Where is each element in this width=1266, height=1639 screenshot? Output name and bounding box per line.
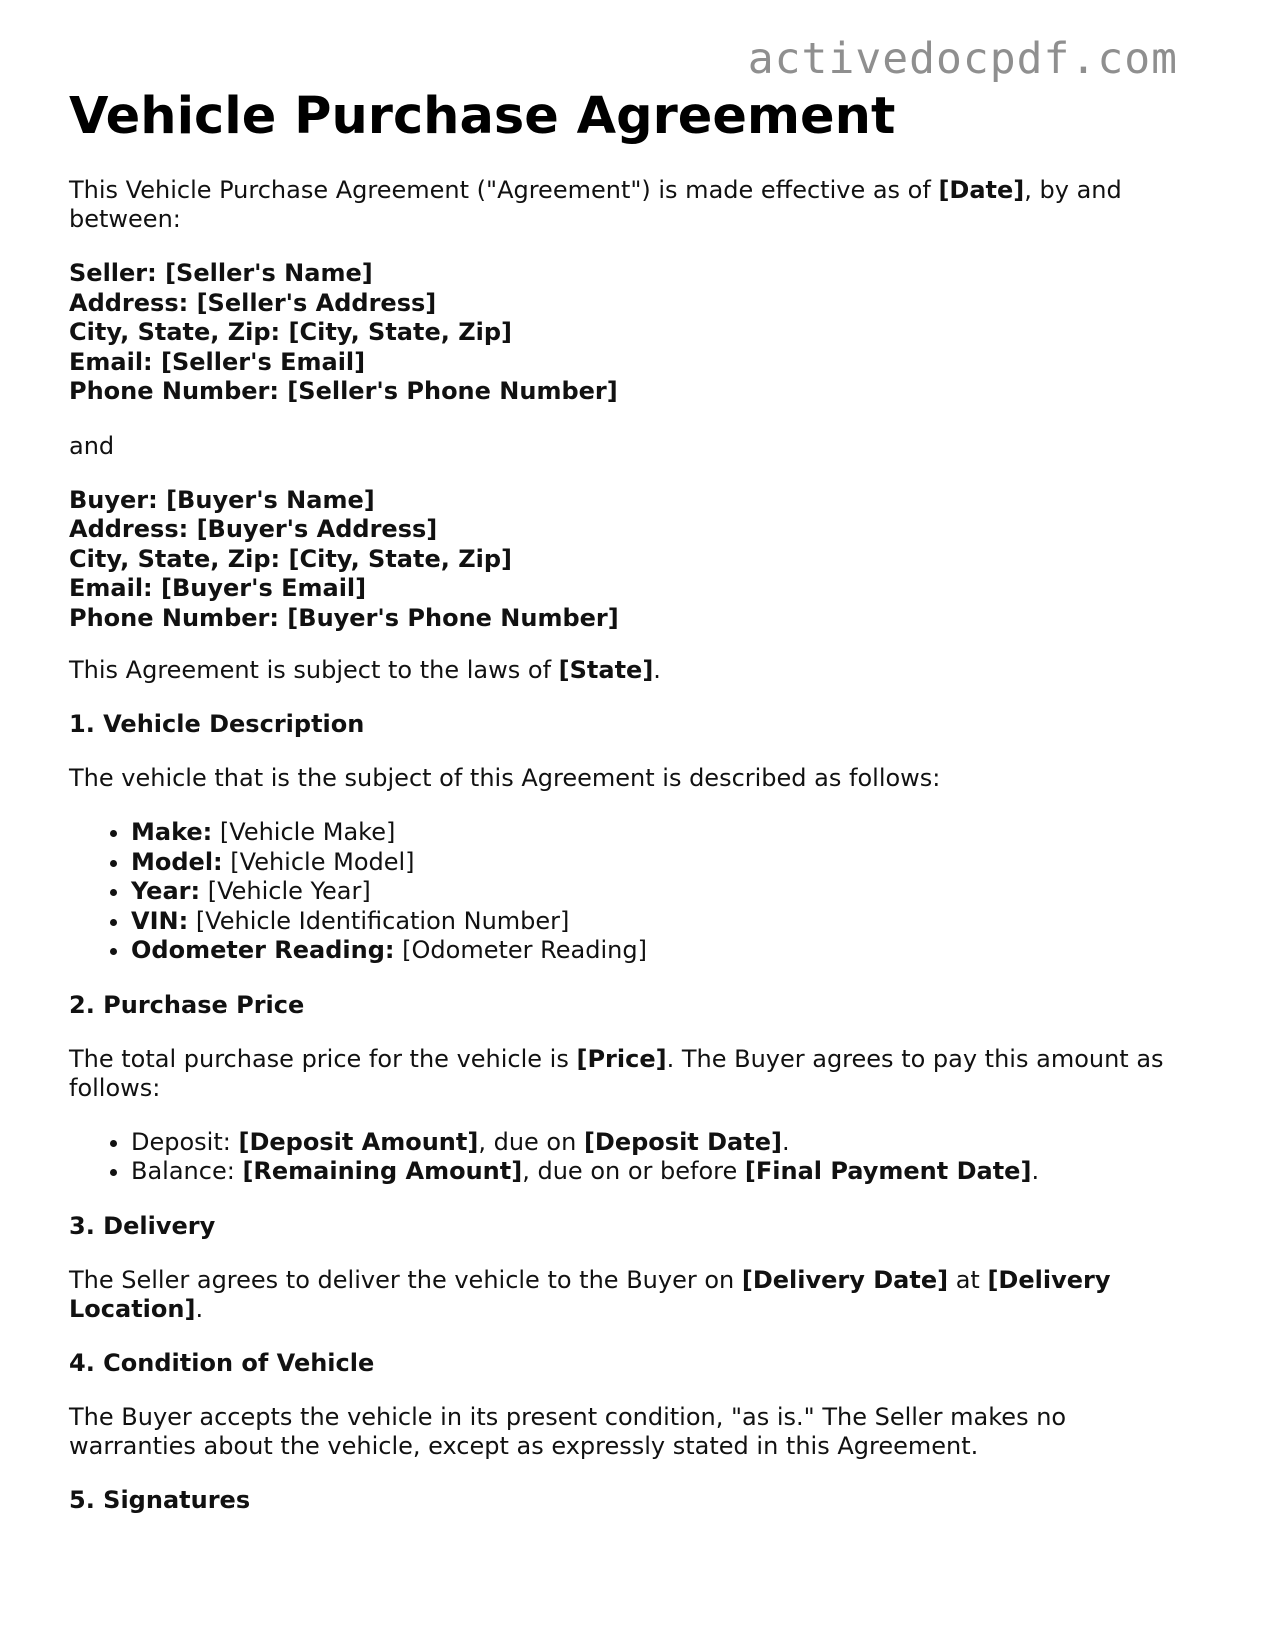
intro-text-start: This Vehicle Purchase Agreement ("Agreement") is made effective as of	[69, 176, 939, 204]
price-text-end: . The Buyer agrees to pay this amount as follows:	[69, 1044, 1164, 1102]
buyer-email: Email: [Buyer's Email]	[69, 574, 367, 602]
vehicle-model-label: Model:	[131, 847, 223, 876]
list-item	[131, 907, 1199, 937]
vehicle-make-label: Make:	[131, 818, 213, 846]
vehicle-odometer-value: [Odometer Reading]	[394, 936, 647, 964]
delivery-mid-text: at	[948, 1265, 988, 1294]
and-separator: and	[69, 431, 115, 460]
remaining-amount-placeholder: [Remaining Amount]	[242, 1157, 523, 1185]
section-heading-vehicle: 1. Vehicle Description	[69, 710, 365, 738]
vehicle-details-list	[69, 818, 1199, 966]
balance-mid-text: , due on or before	[522, 1157, 745, 1185]
vehicle-vin-value: [Vehicle Identification Number]	[188, 906, 570, 935]
vehicle-vin-label: VIN:	[131, 906, 189, 935]
balance-end: .	[1031, 1157, 1040, 1185]
seller-email: Email: [Seller's Email]	[69, 347, 366, 376]
list-item	[131, 1128, 1199, 1158]
delivery-text-start: The Seller agrees to deliver the vehicle to the Buyer on	[69, 1265, 742, 1294]
seller-city-state-zip: City, State, Zip: [City, State, Zip]	[69, 318, 512, 346]
delivery-location-placeholder: [Delivery Location]	[69, 1265, 1111, 1323]
delivery-text	[69, 1266, 1199, 1324]
list-item	[131, 818, 1199, 848]
buyer-name: Buyer: [Buyer's Name]	[69, 485, 375, 514]
buyer-phone: Phone Number: [Buyer's Phone Number]	[69, 603, 619, 632]
balance-label: Balance:	[131, 1157, 243, 1185]
price-text-start: The total purchase price for the vehicle is	[69, 1044, 577, 1073]
deposit-end: .	[781, 1127, 790, 1156]
agreement-document	[69, 86, 1199, 1515]
purchase-price-text	[69, 1045, 1199, 1103]
vehicle-make-value: [Vehicle Make]	[212, 818, 396, 846]
deposit-mid-text: , due on	[478, 1127, 584, 1156]
deposit-label: Deposit:	[131, 1127, 239, 1156]
payment-terms-list	[69, 1128, 1199, 1187]
vehicle-odometer-label: Odometer Reading:	[131, 936, 395, 964]
list-item	[131, 877, 1199, 907]
seller-address: Address: [Seller's Address]	[69, 288, 437, 317]
watermark-text: activedocpdf.com	[747, 34, 1178, 84]
buyer-block	[69, 486, 1199, 634]
deposit-amount-placeholder: [Deposit Amount]	[238, 1127, 479, 1156]
vehicle-year-label: Year:	[131, 877, 201, 905]
delivery-date-placeholder: [Delivery Date]	[741, 1265, 949, 1294]
state-placeholder: [State]	[558, 656, 654, 684]
section-heading-price: 2. Purchase Price	[69, 990, 305, 1019]
seller-phone: Phone Number: [Seller's Phone Number]	[69, 377, 618, 405]
intro-text-end: , by and between:	[69, 176, 1122, 233]
list-item	[131, 848, 1199, 878]
condition-text: The Buyer accepts the vehicle in its present condition, "as is." The Seller makes no warranties about the vehicle, except as expressly stated in this Agreement.	[69, 1402, 1067, 1460]
price-placeholder: [Price]	[576, 1044, 667, 1073]
effective-date-placeholder: [Date]	[938, 176, 1025, 204]
intro-paragraph	[69, 176, 1199, 234]
final-payment-date-placeholder: [Final Payment Date]	[744, 1157, 1032, 1185]
deposit-date-placeholder: [Deposit Date]	[583, 1127, 782, 1156]
list-item	[131, 1157, 1199, 1187]
section-heading-signatures: 5. Signatures	[69, 1485, 251, 1514]
delivery-end: .	[195, 1294, 204, 1323]
buyer-city-state-zip: City, State, Zip: [City, State, Zip]	[69, 544, 512, 573]
governing-law-paragraph	[69, 656, 1199, 685]
section-heading-condition: 4. Condition of Vehicle	[69, 1348, 375, 1377]
seller-block	[69, 259, 1199, 407]
list-item	[131, 936, 1199, 966]
law-text-end: .	[653, 656, 661, 684]
law-text-start: This Agreement is subject to the laws of	[69, 656, 559, 684]
buyer-address: Address: [Buyer's Address]	[69, 515, 438, 543]
document-title: Vehicle Purchase Agreement	[69, 87, 896, 146]
seller-name: Seller: [Seller's Name]	[69, 259, 373, 287]
vehicle-description-text: The vehicle that is the subject of this Agreement is described as follows:	[69, 764, 941, 792]
vehicle-year-value: [Vehicle Year]	[200, 877, 371, 905]
section-heading-delivery: 3. Delivery	[69, 1211, 216, 1240]
vehicle-model-value: [Vehicle Model]	[222, 847, 415, 876]
